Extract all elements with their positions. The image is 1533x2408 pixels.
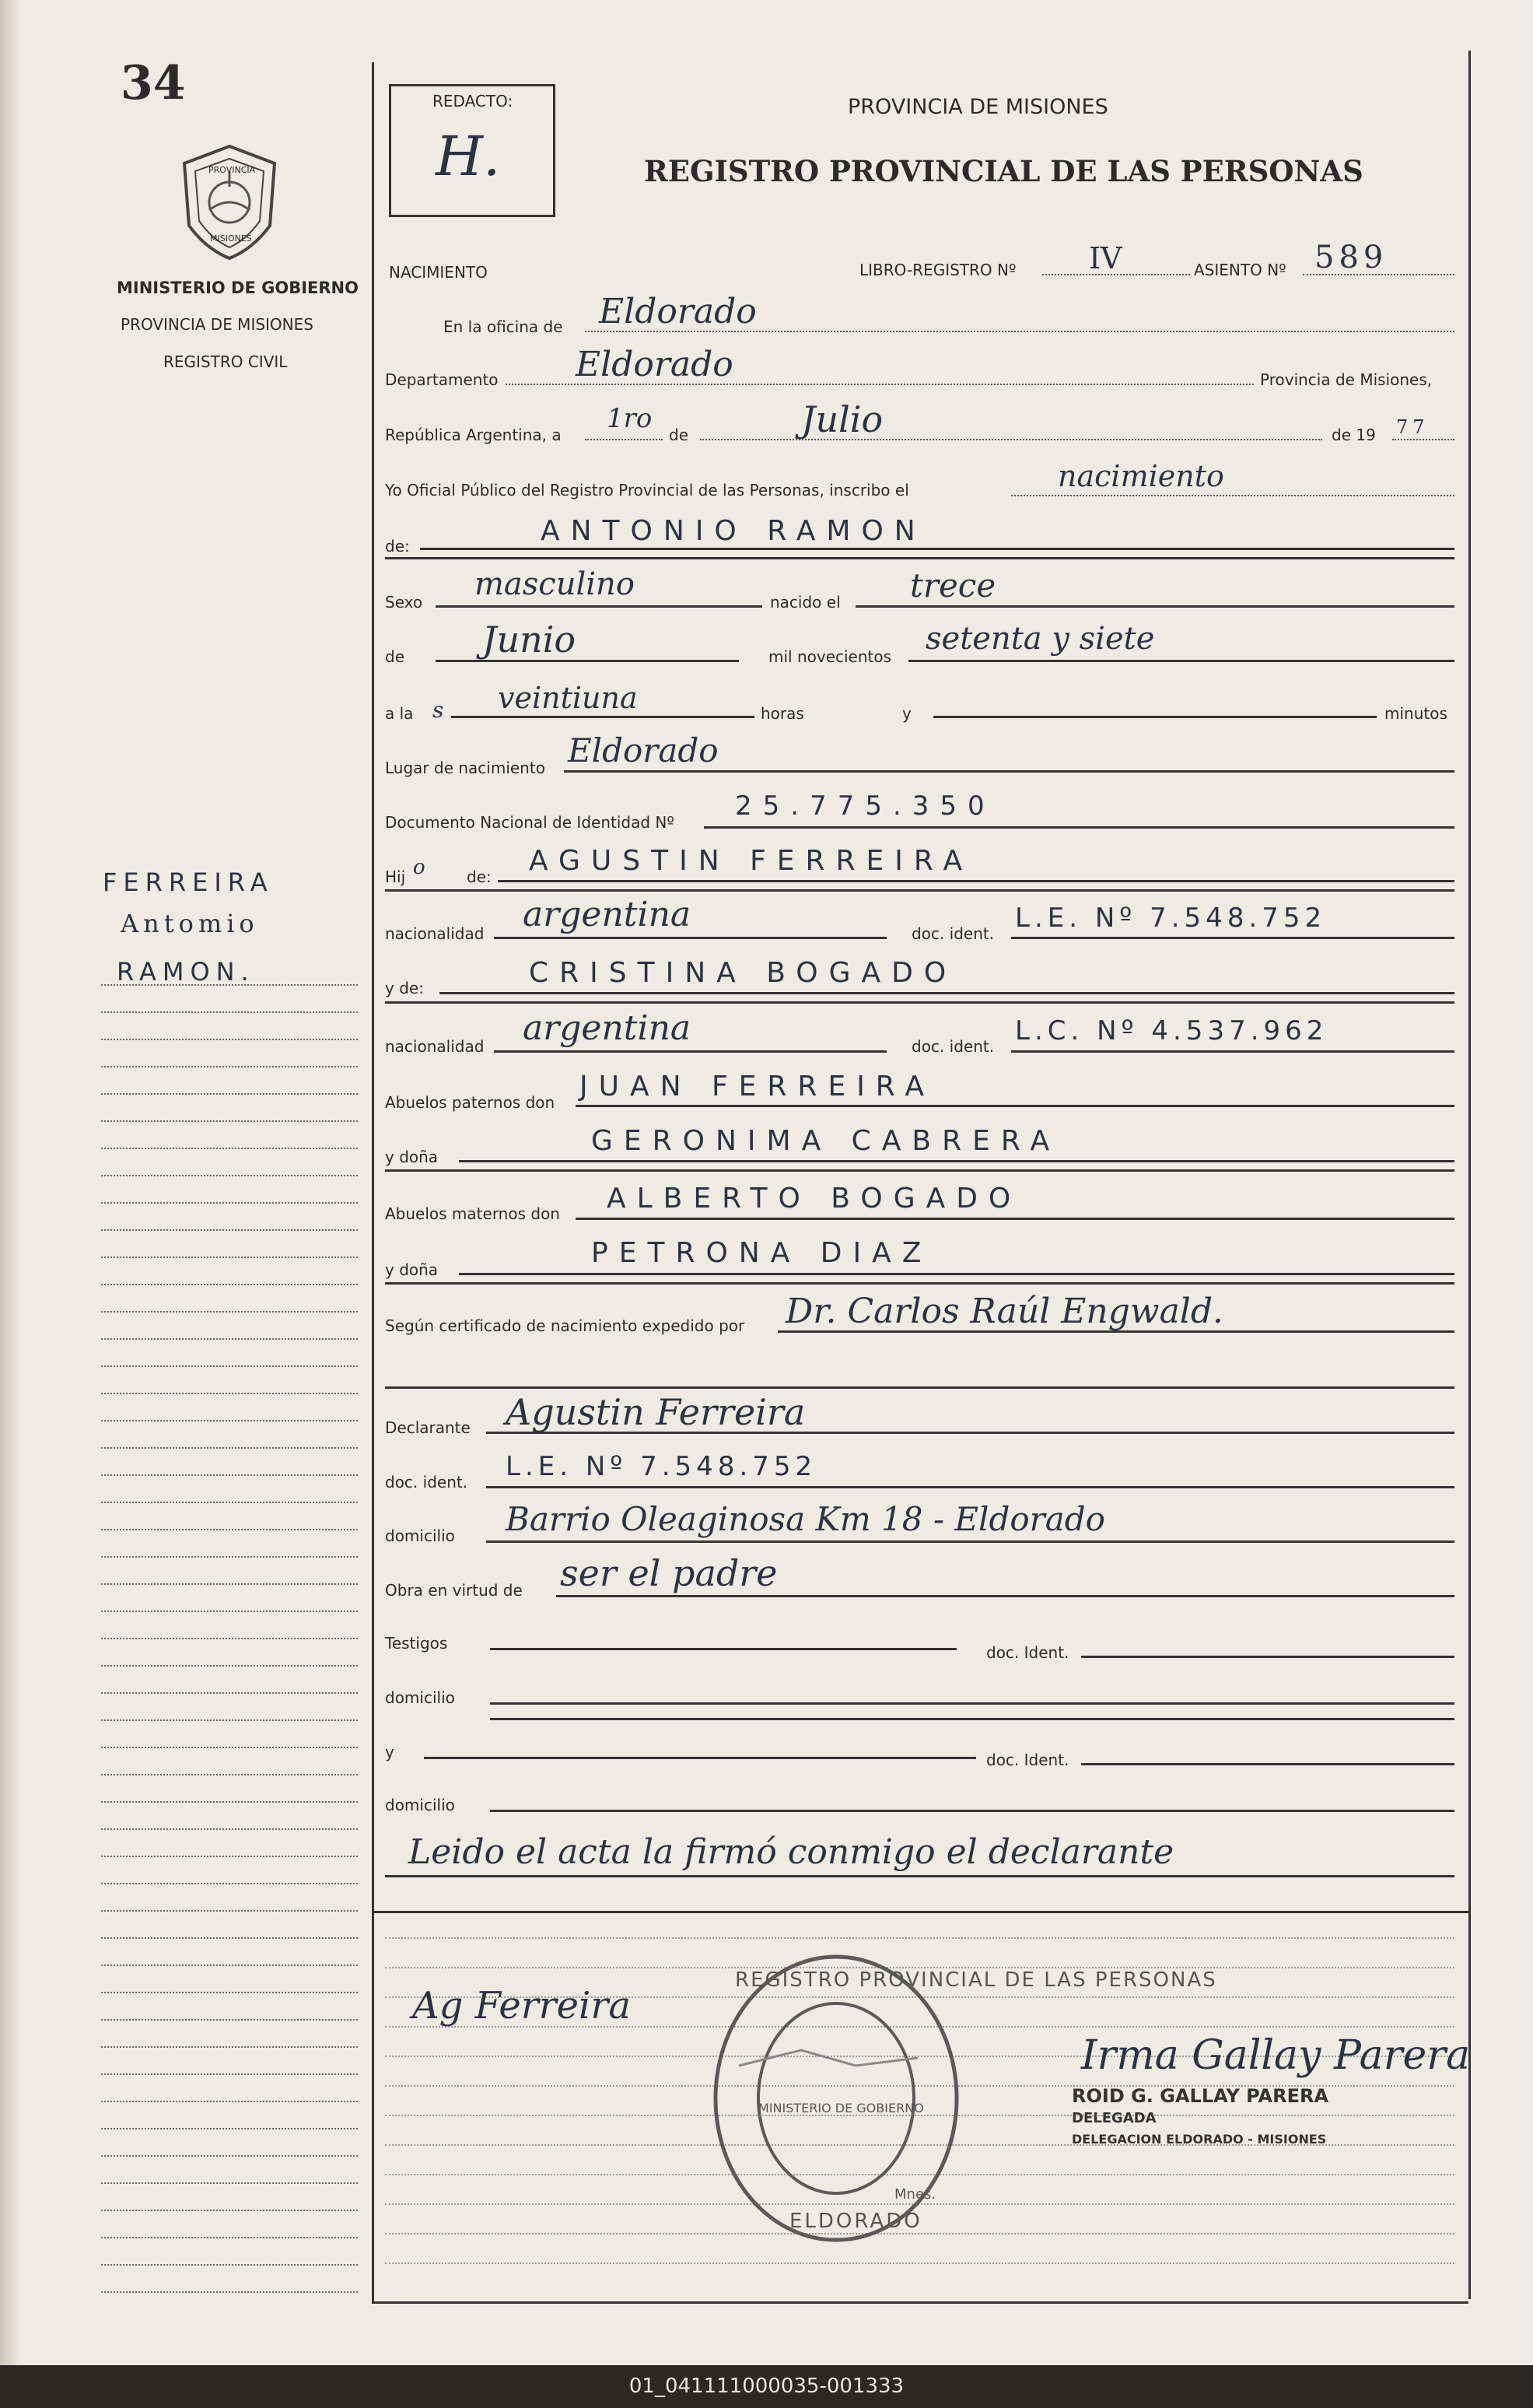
left-frame-line	[372, 62, 374, 2303]
margin-rule	[101, 1665, 358, 1667]
margin-rule	[101, 1502, 358, 1503]
signature-rule	[385, 2263, 1454, 2264]
seal-top-text: PROVINCIA	[208, 165, 256, 175]
domicilio-value: Barrio Oleaginosa Km 18 - Eldorado	[506, 1500, 1105, 1538]
margin-rule	[101, 1365, 358, 1367]
am-don-line	[576, 1218, 1454, 1220]
seal-bottom-text: MISIONES	[210, 233, 252, 244]
margin-rule	[101, 1148, 358, 1149]
margin-rule	[101, 1529, 358, 1530]
margin-rule	[101, 2155, 358, 2157]
section-rule-4	[385, 1169, 1454, 1172]
anio-nac-line	[908, 660, 1454, 662]
decl-doc-label: doc. ident.	[385, 1473, 468, 1491]
oficina-label: En la oficina de	[443, 317, 563, 336]
asiento-value: 589	[1314, 240, 1388, 275]
margin-rule	[101, 2291, 358, 2293]
province-name: PROVINCIA DE MISIONES	[121, 315, 313, 334]
oficina-value: Eldorado	[599, 292, 757, 331]
section-rule-6	[373, 1911, 1470, 1913]
cert-label: Según certificado de nacimiento expedido por	[385, 1316, 745, 1335]
margin-rule	[101, 1719, 358, 1721]
ap-dona-line	[459, 1160, 1454, 1162]
ap-dona-value: GERONIMA CABRERA	[591, 1125, 1061, 1157]
cert-value: Dr. Carlos Raúl Engwald.	[786, 1292, 1224, 1331]
margin-rule	[101, 1910, 358, 1912]
official-title: DELEGADA	[1072, 2110, 1157, 2126]
t-domicilio-line	[490, 1702, 1454, 1705]
docident-label: doc. ident.	[912, 924, 995, 943]
anio-value: 77	[1396, 416, 1430, 438]
margin-rule	[101, 1257, 358, 1258]
nombre-de-label: de:	[385, 537, 410, 556]
nac1-line	[494, 937, 887, 939]
ap-don-value: JUAN FERREIRA	[579, 1071, 935, 1102]
mes-value: Julio	[801, 398, 884, 440]
margin-rule	[101, 1066, 358, 1067]
margin-rule	[101, 1801, 358, 1803]
alas-suffix: s	[432, 697, 444, 723]
margin-rule	[101, 1774, 358, 1775]
binding-edge	[0, 0, 22, 2365]
anio-line	[1392, 439, 1454, 440]
hijo-label: Hij	[385, 868, 406, 886]
official-signature: Irma Gallay Parera	[1081, 2032, 1471, 2079]
margin-rule	[101, 1992, 358, 1993]
margin-rule	[101, 1556, 358, 1558]
margin-rule	[101, 1420, 358, 1421]
dia-value: 1ro	[607, 403, 653, 434]
margin-rule	[101, 1039, 358, 1040]
header-title: REGISTRO PROVINCIAL DE LAS PERSONAS	[644, 154, 1363, 188]
nac2-value: argentina	[523, 1008, 691, 1048]
margin-name: Antomio	[121, 909, 259, 938]
right-frame-line	[1468, 51, 1471, 2299]
section-rule-3	[385, 1001, 1454, 1004]
official-name: ROID G. GALLAY PARERA	[1072, 2085, 1329, 2107]
margin-rule	[101, 1937, 358, 1939]
asiento-label: ASIENTO Nº	[1194, 261, 1286, 279]
mes-nac-line	[436, 660, 739, 662]
padre-value: AGUSTIN FERREIRA	[529, 845, 974, 877]
margin-rule	[101, 2019, 358, 2021]
hijo-suffix: o	[413, 856, 425, 879]
inscribo-label: Yo Oficial Público del Registro Provincial de las Personas, inscribo el	[385, 481, 909, 499]
margin-rule	[101, 1393, 358, 1394]
testigos-line	[490, 1648, 957, 1650]
official-stamp	[708, 1949, 964, 2249]
official-office: DELEGACION ELDORADO - MISIONES	[1072, 2132, 1327, 2147]
horas-line	[451, 716, 754, 718]
anio-label: de 19	[1332, 426, 1376, 444]
dia-nac-value: trece	[910, 566, 996, 605]
margin-rule	[101, 1883, 358, 1884]
stamp-text: REGISTRO PROVINCIAL DE LAS PERSONAS	[735, 1968, 1217, 1992]
stamp-inner: MINISTERIO DE GOBIERNO	[758, 2101, 924, 2115]
t-doc-label: doc. Ident.	[986, 1751, 1069, 1769]
inscribo-value: nacimiento	[1058, 459, 1224, 493]
am-dona-value: PETRONA DIAZ	[591, 1237, 933, 1269]
y-label: y	[902, 704, 912, 723]
redacto-value: H.	[436, 124, 501, 188]
departamento-label: Departamento	[385, 370, 499, 389]
section-rule-1	[385, 557, 1454, 559]
t-domicilio2-line	[490, 1810, 1454, 1812]
am-label: Abuelos maternos don	[385, 1204, 560, 1223]
minutos-line	[933, 716, 1377, 718]
registry-name: REGISTRO CIVIL	[163, 352, 288, 371]
horas-value: veintiuna	[498, 681, 638, 715]
nac1-value: argentina	[523, 895, 691, 934]
mes-line	[700, 439, 1322, 440]
nac2-label: nacionalidad	[385, 1037, 485, 1056]
ap-label: Abuelos paternos don	[385, 1093, 555, 1112]
header-province: PROVINCIA DE MISIONES	[848, 95, 1108, 119]
dni-value: 25.775.350	[735, 790, 996, 822]
departamento-value: Eldorado	[576, 345, 733, 384]
margin-rule	[101, 1229, 358, 1231]
margin-rule	[101, 2182, 358, 2184]
bottom-frame-line	[372, 2301, 1468, 2304]
obra-line	[556, 1595, 1454, 1597]
testigos-doc-line	[1081, 1656, 1454, 1658]
margin-rule	[101, 1611, 358, 1612]
lugar-label: Lugar de nacimiento	[385, 759, 545, 777]
am-don-value: ALBERTO BOGADO	[607, 1183, 1022, 1215]
sexo-value: masculino	[474, 566, 635, 602]
lugar-line	[564, 770, 1454, 773]
ap-don-line	[576, 1105, 1454, 1107]
inscribo-line	[1011, 495, 1454, 496]
republica-label: República Argentina, a	[385, 426, 562, 444]
provincia-suffix: Provincia de Misiones,	[1260, 370, 1433, 389]
stamp-bottom: ELDORADO	[789, 2210, 922, 2233]
margin-rule	[101, 1120, 358, 1122]
margin-rule	[101, 1474, 358, 1476]
page-number: 34	[121, 56, 186, 110]
margin-rule	[101, 2046, 358, 2048]
horas-label: horas	[761, 704, 804, 723]
declarante-label: Declarante	[385, 1418, 471, 1437]
doc-madre-value: L.C. Nº 4.537.962	[1015, 1015, 1328, 1046]
margin-rule	[101, 2210, 358, 2211]
margin-rule	[101, 1447, 358, 1449]
t-domicilio2-label: domicilio	[385, 1796, 455, 1814]
image-id-footer: 01_041111000035-001333	[0, 2365, 1533, 2408]
mes-nac-de-label: de	[385, 647, 404, 666]
libro-value: IV	[1089, 241, 1122, 275]
margin-rule	[101, 2237, 358, 2238]
anio-nac-value: setenta y siete	[926, 621, 1155, 657]
padre-line	[498, 880, 1454, 882]
madre-value: CRISTINA BOGADO	[529, 957, 957, 989]
de-label: de	[669, 426, 688, 444]
nac2-line	[494, 1050, 887, 1053]
leido-value: Leido el acta la firmó conmigo el declarante	[408, 1832, 1174, 1872]
domicilio-line	[486, 1540, 1454, 1543]
t-doc-line	[1081, 1763, 1454, 1765]
margin-rule	[101, 1284, 358, 1285]
yde-label: y de:	[385, 979, 424, 997]
margin-rule	[101, 1856, 358, 1857]
margin-rule	[101, 1692, 358, 1694]
margin-rule	[101, 1202, 358, 1204]
nacido-label: nacido el	[770, 593, 841, 612]
margin-surname: FERREIRA	[103, 868, 274, 897]
margin-second-name: RAMON.	[117, 957, 255, 987]
margin-rule	[101, 1828, 358, 1830]
obra-value: ser el padre	[560, 1552, 778, 1594]
docident2-label: doc. ident.	[912, 1037, 995, 1056]
doc-madre-line	[1011, 1050, 1454, 1053]
am-dona-label: y doña	[385, 1260, 439, 1279]
stamp-side: Mnes.	[894, 2186, 936, 2203]
record-type: NACIMIENTO	[389, 263, 488, 282]
am-dona-line	[459, 1273, 1454, 1275]
dia-line	[585, 439, 663, 440]
mil-label: mil novecientos	[768, 647, 892, 666]
declarante-value: Agustin Ferreira	[506, 1391, 806, 1433]
margin-rule	[101, 1011, 358, 1013]
nombre-value: ANTONIO RAMON	[541, 515, 926, 547]
t-domicilio-label: domicilio	[385, 1688, 455, 1707]
ap-dona-label: y doña	[385, 1148, 439, 1166]
madre-line	[439, 992, 1454, 994]
testigos-doc-label: doc. Ident.	[986, 1643, 1069, 1662]
nombre-line	[420, 548, 1454, 550]
sexo-label: Sexo	[385, 593, 423, 612]
decl-doc-line	[486, 1486, 1454, 1488]
margin-rule	[101, 1747, 358, 1748]
hijo-de-label: de:	[467, 868, 492, 886]
testigos-label: Testigos	[385, 1634, 448, 1653]
section-rule-5	[385, 1282, 1454, 1285]
margin-rule	[101, 2073, 358, 2075]
signature-rule	[385, 1937, 1454, 1939]
margin-rule	[101, 984, 358, 986]
libro-label: LIBRO-REGISTRO Nº	[859, 261, 1017, 279]
margin-rule	[101, 1338, 358, 1340]
sexo-line	[436, 605, 762, 608]
margin-rule	[101, 1583, 358, 1585]
decl-doc-value: L.E. Nº 7.548.752	[506, 1451, 817, 1482]
margin-rule	[101, 1311, 358, 1313]
doc-padre-line	[1011, 937, 1454, 939]
mes-nac-value: Junio	[482, 619, 576, 661]
cert-line-2	[385, 1386, 1454, 1389]
margin-rule	[101, 2264, 358, 2266]
section-rule-2	[385, 889, 1454, 892]
ministry-name: MINISTERIO DE GOBIERNO	[117, 279, 359, 297]
nac1-label: nacionalidad	[385, 924, 485, 943]
domicilio-label: domicilio	[385, 1526, 455, 1545]
obra-label: Obra en virtud de	[385, 1581, 523, 1600]
declarant-signature: Ag Ferreira	[412, 1984, 631, 2028]
margin-rule	[101, 1965, 358, 1966]
t-y-label: y	[385, 1743, 394, 1761]
margin-rule	[101, 2128, 358, 2129]
leido-line	[385, 1875, 1454, 1877]
dia-nac-line	[856, 605, 1454, 608]
margin-rule	[101, 1093, 358, 1095]
dni-line	[704, 826, 1454, 829]
margin-rule	[101, 2101, 358, 2102]
lugar-value: Eldorado	[568, 731, 719, 769]
doc-padre-value: L.E. Nº 7.548.752	[1015, 903, 1327, 934]
coat-of-arms-icon	[175, 140, 284, 265]
alas-label: a la	[385, 704, 414, 723]
t-y-line	[424, 1757, 976, 1759]
margin-rule	[101, 1175, 358, 1176]
redacto-label: REDACTO:	[432, 92, 513, 110]
t-domicilio-line-2	[490, 1718, 1454, 1720]
minutos-label: minutos	[1384, 704, 1447, 723]
dni-label: Documento Nacional de Identidad Nº	[385, 813, 674, 832]
margin-rule	[101, 1638, 358, 1639]
